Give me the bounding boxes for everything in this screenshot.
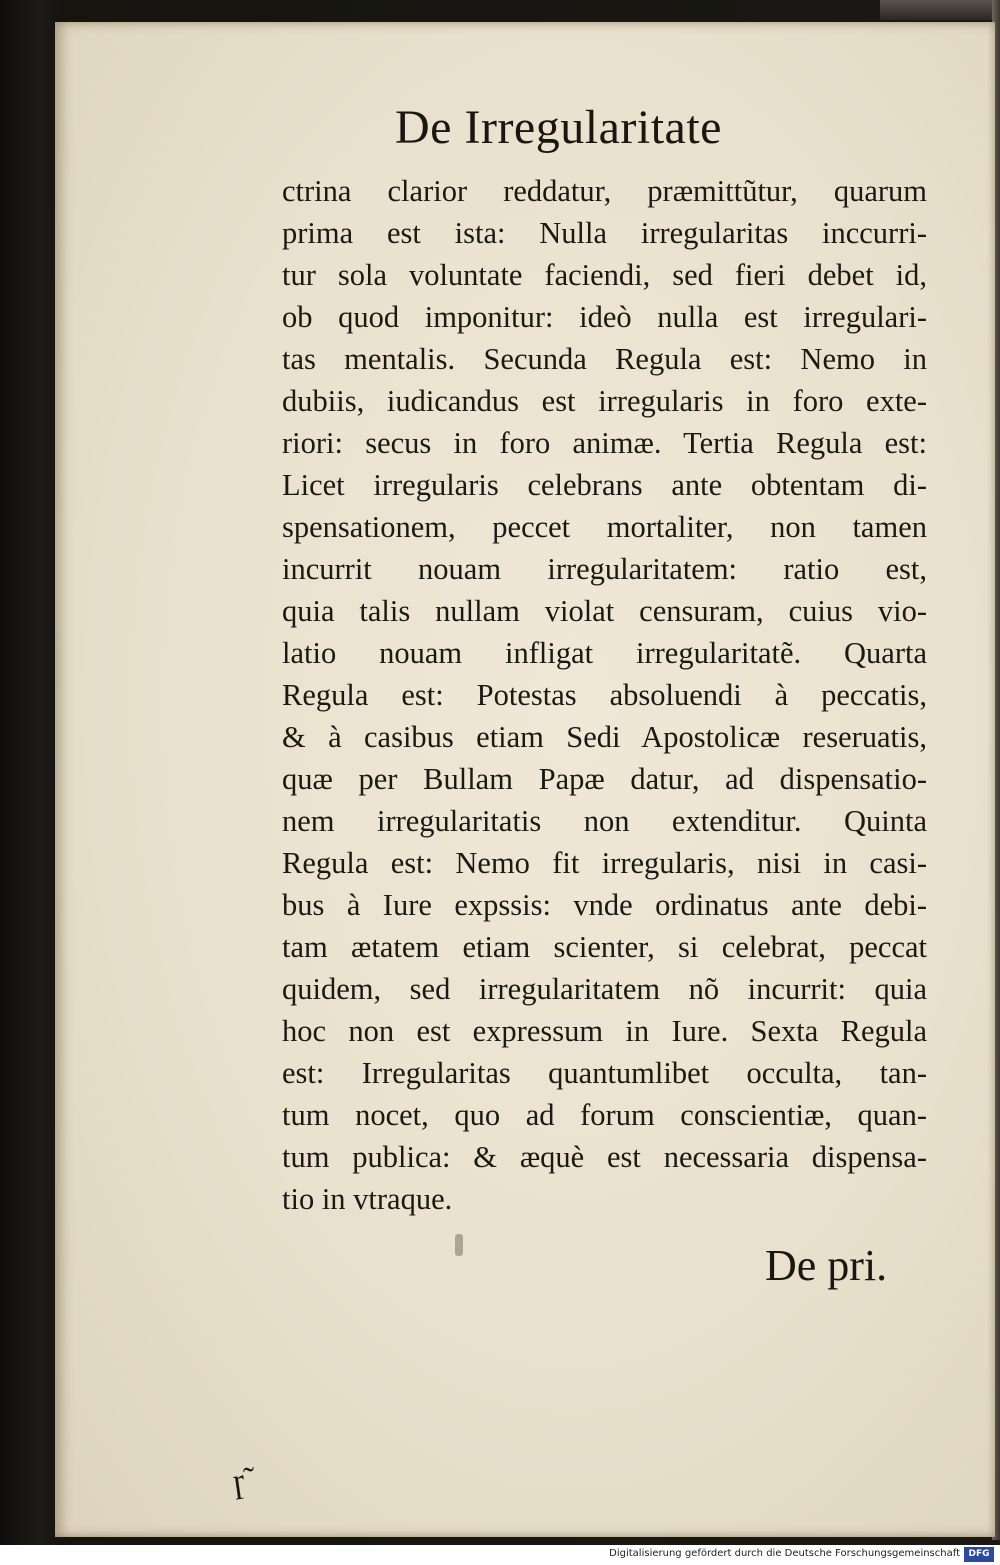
text-line: tum nocet, quo ad forum conscientiæ, quan- bbox=[282, 1098, 927, 1132]
body-text bbox=[282, 170, 927, 1220]
text-line: tas mentalis. Secunda Regula est: Nemo in bbox=[282, 342, 927, 376]
text-line: tum publica: & æquè est necessaria dispensa- bbox=[282, 1140, 927, 1174]
text-line: prima est ista: Nulla irregularitas inccurri- bbox=[282, 216, 927, 250]
text-line: Regula est: Nemo fit irregularis, nisi in casi- bbox=[282, 846, 927, 880]
text-line: riori: secus in foro animæ. Tertia Regula est: bbox=[282, 426, 927, 460]
text-line: bus à Iure expssis: vnde ordinatus ante debi- bbox=[282, 888, 927, 922]
footer-credit: Digitalisierung gefördert durch die Deutsche Forschungsgemeinschaft bbox=[609, 1548, 960, 1559]
text-line: est: Irregularitas quantumlibet occulta, tan- bbox=[282, 1056, 927, 1090]
footer-bar bbox=[0, 1545, 1000, 1565]
text-line: Licet irregularis celebrans ante obtentam di- bbox=[282, 468, 927, 502]
text-line: quæ per Bullam Papæ datur, ad dispensatio- bbox=[282, 762, 927, 796]
text-line: hoc non est expressum in Iure. Sexta Regula bbox=[282, 1014, 927, 1048]
text-line: quia talis nullam violat censuram, cuius vio- bbox=[282, 594, 927, 628]
text-line: & à casibus etiam Sedi Apostolicæ reseruatis, bbox=[282, 720, 927, 754]
text-line: Regula est: Potestas absoluendi à peccatis, bbox=[282, 678, 927, 712]
text-line: ctrina clarior reddatur, præmittũtur, quarum bbox=[282, 174, 927, 208]
text-line: tur sola voluntate faciendi, sed fieri debet id, bbox=[282, 258, 927, 292]
text-line: tio in vtraque. bbox=[282, 1182, 453, 1216]
dfg-logo-icon: DFG bbox=[964, 1547, 994, 1562]
text-line: spensationem, peccet mortaliter, non tamen bbox=[282, 510, 927, 544]
text-line: incurrit nouam irregularitatem: ratio est, bbox=[282, 552, 927, 586]
signature-mark-icon: ɼ˜ bbox=[230, 1460, 259, 1501]
ink-blot bbox=[455, 1234, 463, 1256]
book-edge-top bbox=[880, 0, 1000, 20]
text-line: dubiis, iudicandus est irregularis in foro exte- bbox=[282, 384, 927, 418]
text-line: latio nouam infligat irregularitatẽ. Quarta bbox=[282, 636, 927, 670]
running-head: De Irregularitate bbox=[395, 101, 722, 154]
text-line: nem irregularitatis non extenditur. Quinta bbox=[282, 804, 927, 838]
catchword: De pri. bbox=[765, 1241, 888, 1290]
text-line: quidem, sed irregularitatem nõ incurrit: quia bbox=[282, 972, 927, 1006]
text-line: tam ætatem etiam scienter, si celebrat, peccat bbox=[282, 930, 927, 964]
text-line: ob quod imponitur: ideò nulla est irregulari- bbox=[282, 300, 927, 334]
book-page bbox=[55, 22, 995, 1537]
